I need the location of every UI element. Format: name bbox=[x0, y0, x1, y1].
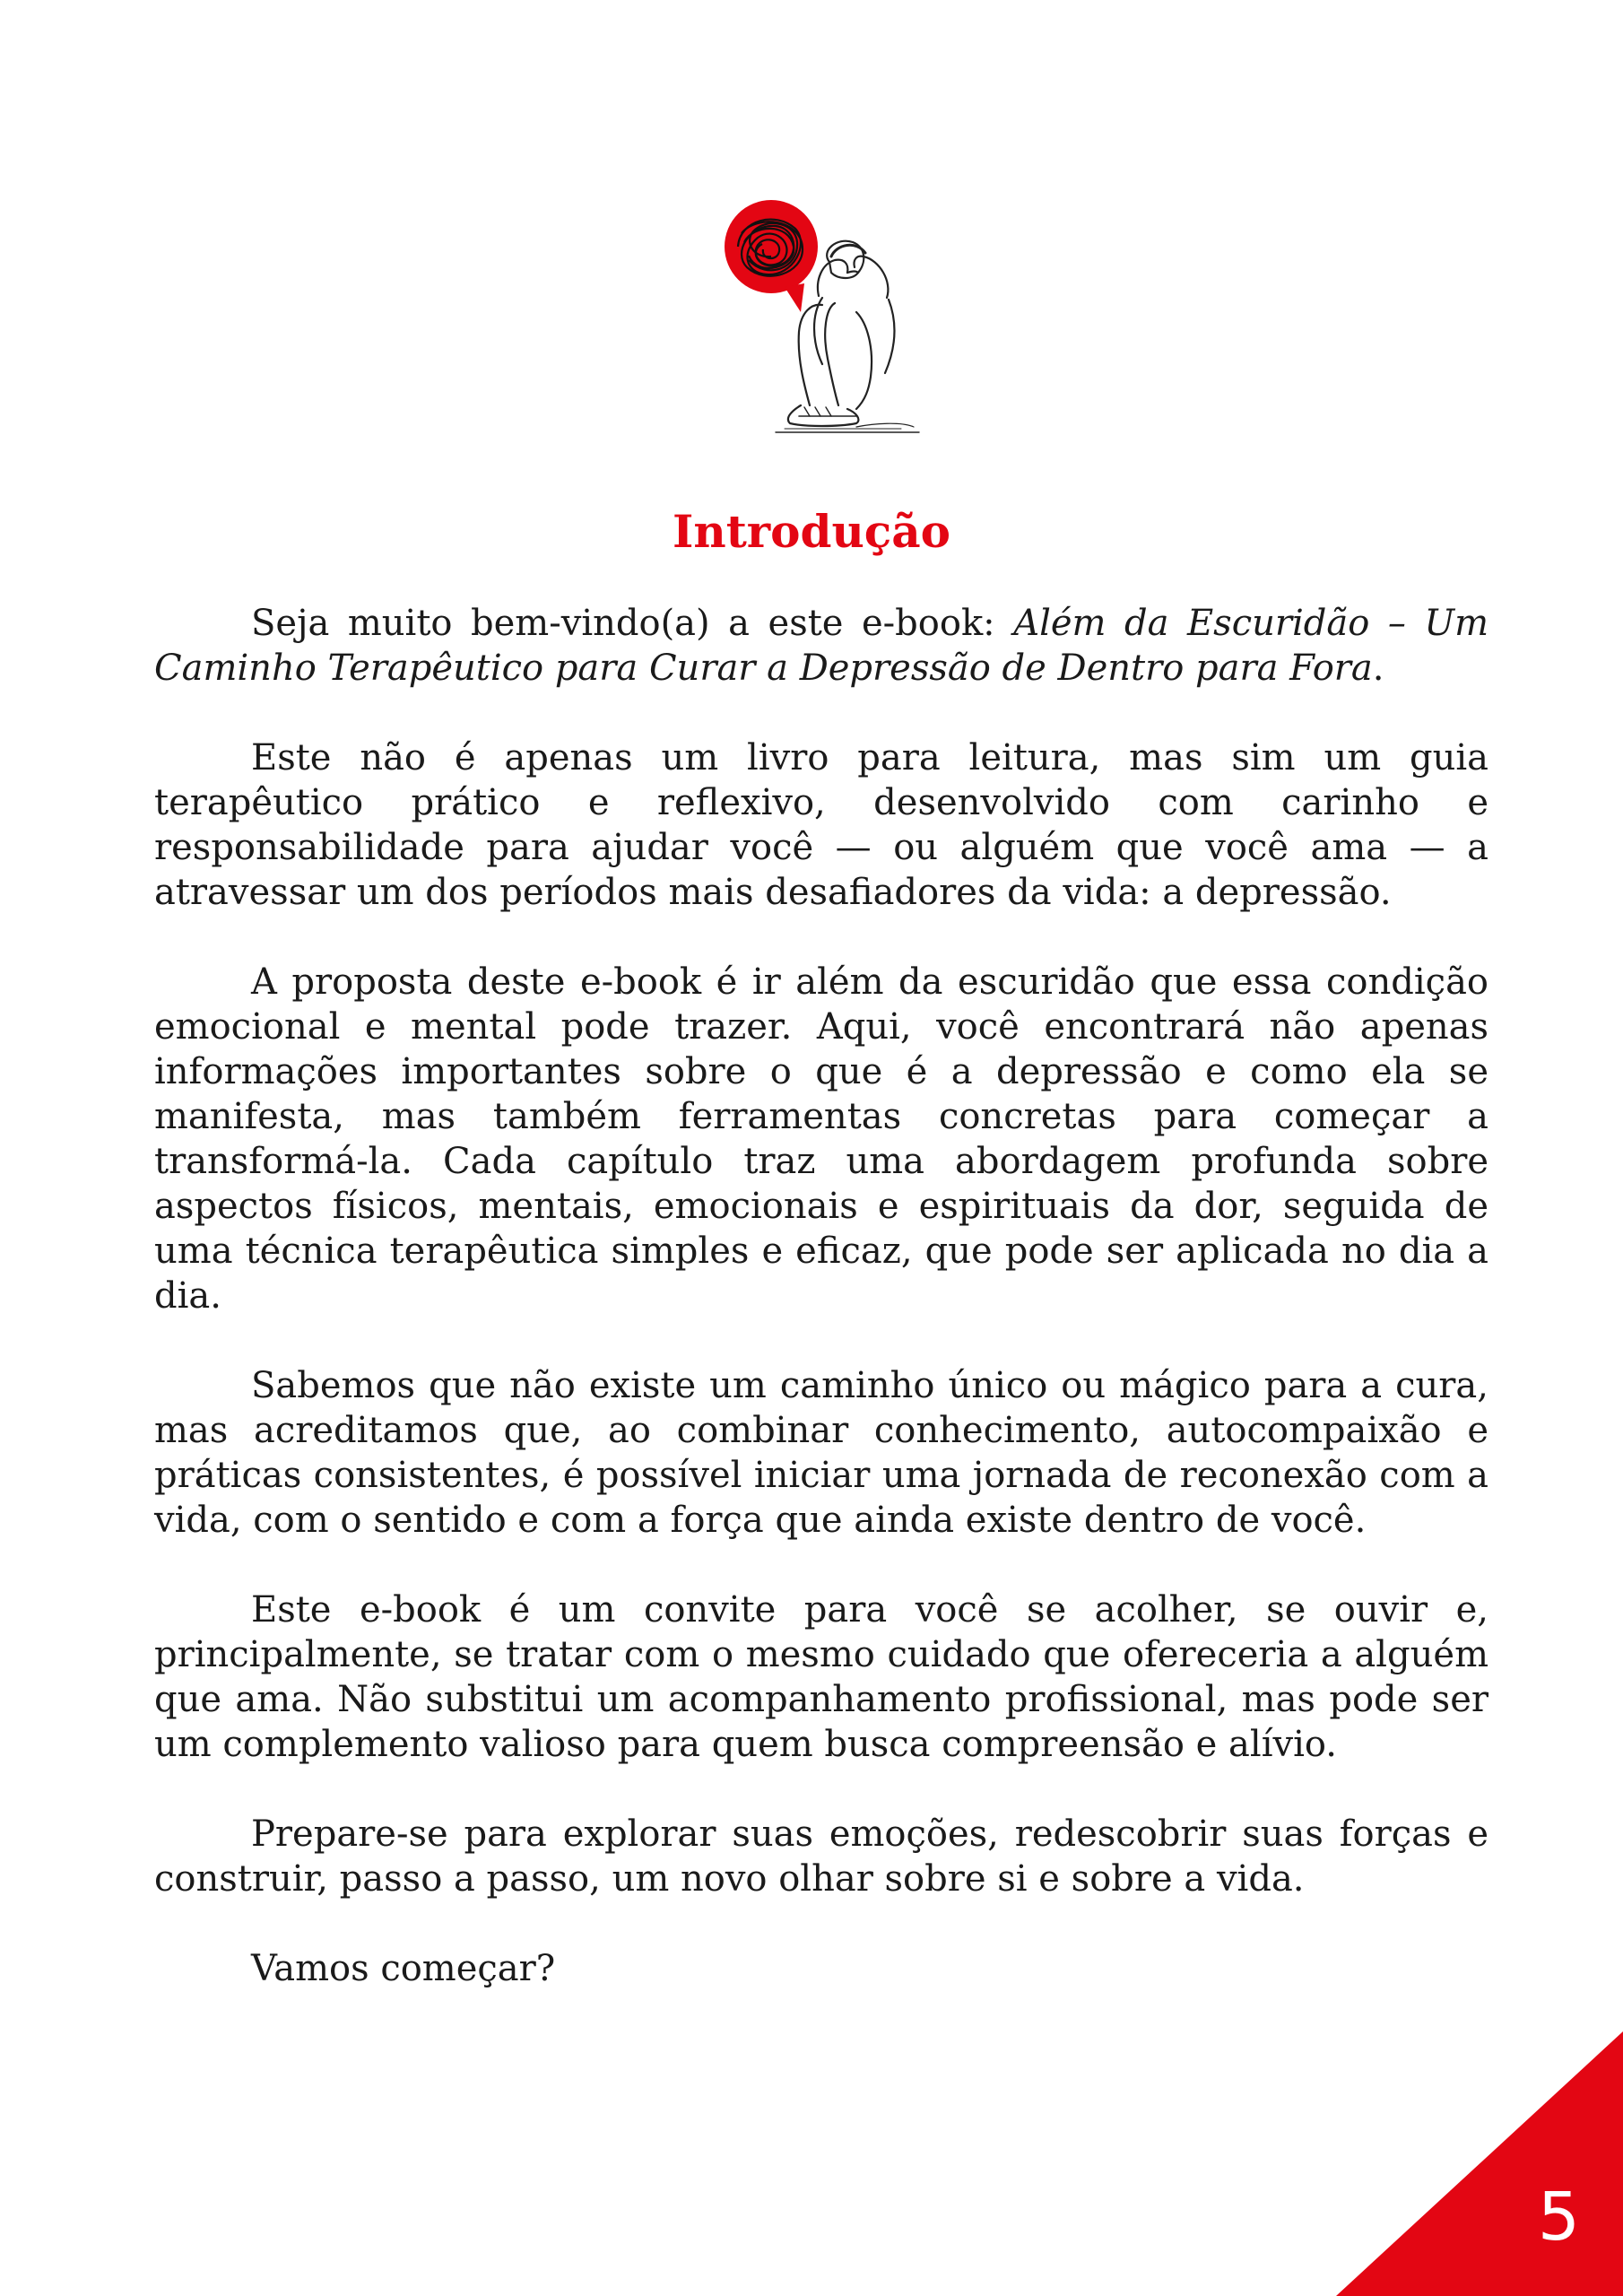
sad-person-thought-bubble-icon bbox=[722, 197, 928, 439]
page-corner-triangle bbox=[1336, 2031, 1623, 2296]
paragraph: A proposta deste e-book é ir além da escuridão que essa condição emocional e mental pode trazer. Aqui, você encontrará não apenas informações importantes sobre o que é a depressão e como ela se manifesta, mas também ferramentas concretas para começar a transformá-la. Cada capítulo traz uma abordagem profunda sobre aspectos físicos, mentais, emocionais e espirituais da dor, seguida de uma técnica terapêutica simples e eficaz, que pode ser aplicada no dia a dia. bbox=[154, 961, 1488, 1317]
intro-paragraph: Seja muito bem-vindo(a) a este e-book: Além da Escuridão – Um Caminho Terapêutico para Curar a Depressão de Dentro para Fora. bbox=[154, 603, 1488, 689]
page-number: 5 bbox=[1537, 2179, 1580, 2256]
page-title: Introdução bbox=[672, 505, 951, 558]
paragraph: Este e-book é um convite para você se acolher, se ouvir e, principalmente, se tratar com o mesmo cuidado que ofereceria a alguém que ama. Não substitui um acompanhamento profissional, mas pode ser um complemento valioso para quem busca compreensão e alívio. bbox=[154, 1589, 1488, 1765]
paragraph: Este não é apenas um livro para leitura, mas sim um guia terapêutico prático e reflexivo, desenvolvido com carinho e responsabilidade para ajudar você — ou alguém que você ama — a atravessar um dos períodos mais desafiadores da vida: a depressão. bbox=[154, 737, 1488, 913]
paragraph: Prepare-se para explorar suas emoções, redescobrir suas forças e construir, passo a passo, um novo olhar sobre si e sobre a vida. bbox=[154, 1813, 1488, 1900]
book-title: Além da Escuridão – Um Caminho Terapêutico para Curar a Depressão de Dentro para Fora bbox=[154, 603, 1488, 689]
paragraph: Sabemos que não existe um caminho único ou mágico para a cura, mas acreditamos que, ao combinar conhecimento, autocompaixão e práticas consistentes, é possível iniciar uma jornada de reconexão com a vida, com o sentido e com a força que ainda existe dentro de você. bbox=[154, 1365, 1488, 1541]
closing-question: Vamos começar? bbox=[251, 1948, 556, 1989]
body-text bbox=[154, 601, 1488, 2036]
